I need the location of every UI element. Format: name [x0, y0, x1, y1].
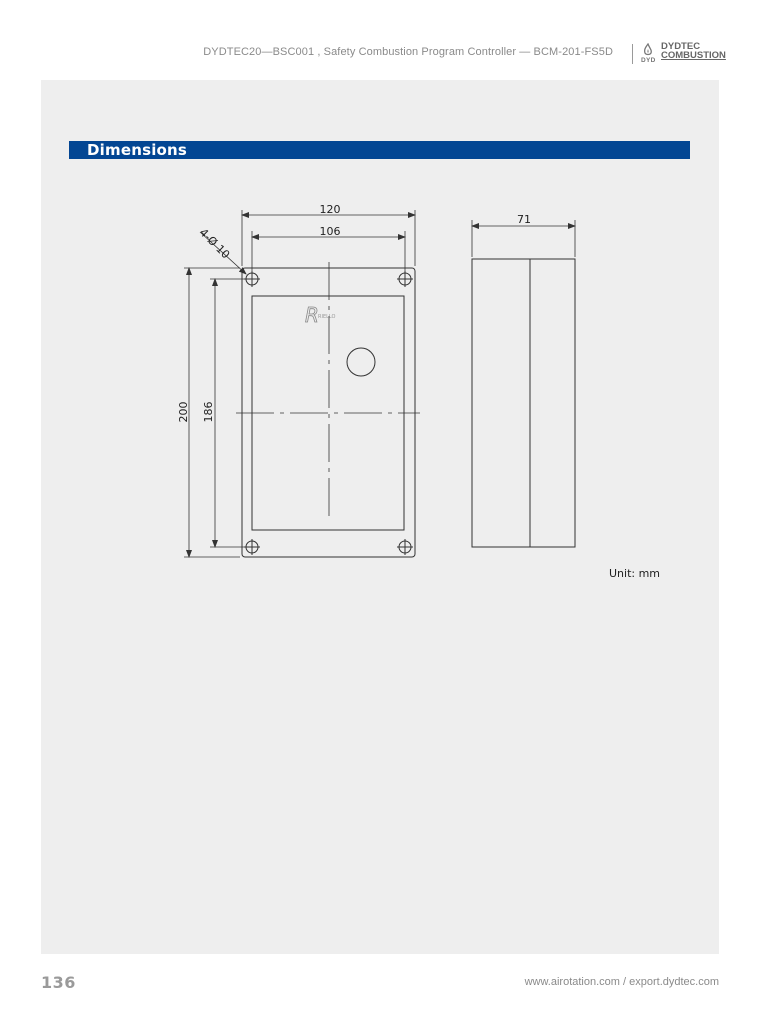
reset-button-outline: [347, 348, 375, 376]
page-number: 136: [41, 973, 76, 992]
brand-mark-text: RIELLO: [318, 314, 336, 320]
footer-links: www.airotation.com / export.dydtec.com: [524, 976, 719, 988]
company-logo: [638, 41, 726, 67]
enclosure-outline: [242, 268, 415, 557]
unit-label: Unit: mm: [609, 567, 661, 580]
section-header: [69, 141, 690, 159]
mounting-hole: [397, 539, 413, 555]
dimension-drawing: [160, 190, 600, 570]
mounting-hole: [244, 539, 260, 555]
side-outline: [472, 259, 575, 547]
logo-name-line2: COMBUSTION: [661, 50, 726, 61]
side-view: [472, 259, 575, 547]
dimension-label-200: 200: [177, 401, 190, 423]
logo-mark-text: DYD: [641, 57, 656, 64]
logo-name-line1: DYDTEC: [661, 41, 701, 52]
holes-callout-label: 4-Ø 10: [196, 225, 233, 262]
brand-logo: [305, 303, 336, 327]
dimension-label-71: 71: [517, 213, 531, 226]
dimension-label-106: 106: [319, 225, 341, 238]
section-title: Dimensions: [87, 141, 188, 159]
width-dimension-120: [242, 210, 415, 266]
mounting-hole: [244, 271, 260, 287]
dimension-label-186: 186: [202, 401, 215, 423]
svg-text:R: R: [305, 303, 319, 327]
front-view: [236, 262, 420, 557]
dimension-label-120: 120: [319, 203, 341, 216]
mounting-hole: [397, 271, 413, 287]
document-header-title: DYDTEC20—BSC001 , Safety Combustion Program Controller — BCM-201-FS5D: [203, 46, 613, 58]
header-divider: [632, 44, 633, 64]
